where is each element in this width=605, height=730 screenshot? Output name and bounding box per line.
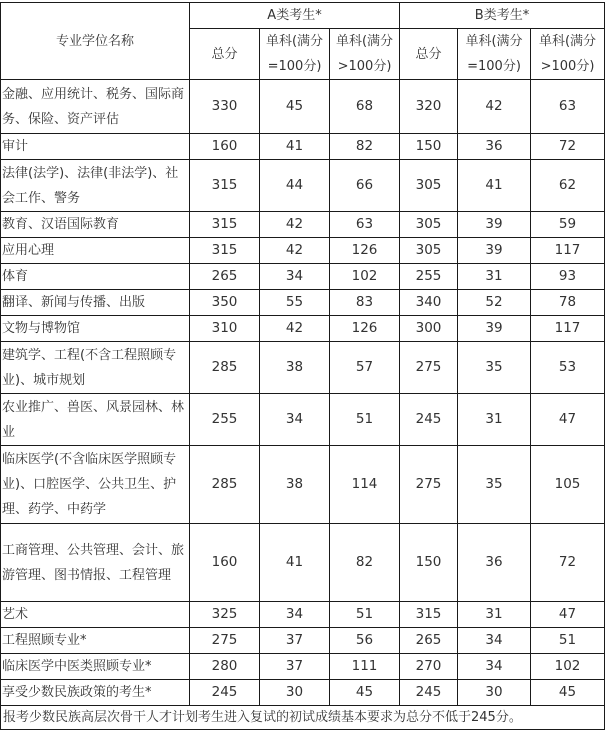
a-single-100: 38 <box>260 342 330 394</box>
table-row <box>1 524 605 602</box>
b-total: 340 <box>400 290 458 316</box>
a-single-gt100: 45 <box>330 680 400 706</box>
a-total: 160 <box>190 134 260 160</box>
a-single-100: 55 <box>260 290 330 316</box>
a-total: 350 <box>190 290 260 316</box>
b-single-gt100: 105 <box>531 446 605 524</box>
a-single-gt100: 111 <box>330 654 400 680</box>
footnote: 报考少数民族高层次骨干人才计划考生进入复试的初试成绩基本要求为总分不低于245分。 <box>1 706 605 730</box>
b-total: 305 <box>400 160 458 212</box>
b-single-100: 36 <box>458 524 531 602</box>
a-total: 160 <box>190 524 260 602</box>
header-group-b: B类考生* <box>400 3 605 29</box>
b-single-100: 52 <box>458 290 531 316</box>
b-single-100: 34 <box>458 628 531 654</box>
major-name: 应用心理 <box>1 238 190 264</box>
a-single-gt100: 82 <box>330 134 400 160</box>
major-name: 文物与博物馆 <box>1 316 190 342</box>
table-row <box>1 238 605 264</box>
b-single-100: 36 <box>458 134 531 160</box>
b-single-gt100: 59 <box>531 212 605 238</box>
major-name: 法律(法学)、法律(非法学)、社会工作、警务 <box>1 160 190 212</box>
b-single-gt100: 78 <box>531 290 605 316</box>
a-single-gt100: 57 <box>330 342 400 394</box>
b-total: 300 <box>400 316 458 342</box>
major-name: 享受少数民族政策的考生* <box>1 680 190 706</box>
a-single-gt100: 63 <box>330 212 400 238</box>
b-total: 315 <box>400 602 458 628</box>
a-single-100: 34 <box>260 602 330 628</box>
b-total: 255 <box>400 264 458 290</box>
table-row <box>1 654 605 680</box>
major-name: 农业推广、兽医、风景园林、林业 <box>1 394 190 446</box>
header-b-total: 总分 <box>400 29 458 80</box>
b-single-gt100: 63 <box>531 80 605 134</box>
b-single-gt100: 51 <box>531 628 605 654</box>
major-name: 翻译、新闻与传播、出版 <box>1 290 190 316</box>
a-single-100: 37 <box>260 654 330 680</box>
a-total: 285 <box>190 342 260 394</box>
header-row-groups <box>1 3 605 29</box>
a-single-100: 41 <box>260 134 330 160</box>
score-table <box>0 2 605 730</box>
a-total: 315 <box>190 212 260 238</box>
b-single-100: 31 <box>458 602 531 628</box>
header-b-single-100: 单科(满分=100分) <box>458 29 531 80</box>
table-row <box>1 290 605 316</box>
major-name: 金融、应用统计、税务、国际商务、保险、资产评估 <box>1 80 190 134</box>
a-total: 330 <box>190 80 260 134</box>
a-single-100: 37 <box>260 628 330 654</box>
a-total: 315 <box>190 160 260 212</box>
table-row <box>1 212 605 238</box>
b-total: 320 <box>400 80 458 134</box>
a-total: 245 <box>190 680 260 706</box>
b-single-gt100: 102 <box>531 654 605 680</box>
b-total: 150 <box>400 134 458 160</box>
major-name: 工程照顾专业* <box>1 628 190 654</box>
b-single-100: 30 <box>458 680 531 706</box>
a-single-100: 34 <box>260 394 330 446</box>
b-single-gt100: 72 <box>531 134 605 160</box>
major-name: 教育、汉语国际教育 <box>1 212 190 238</box>
b-total: 270 <box>400 654 458 680</box>
b-single-100: 42 <box>458 80 531 134</box>
b-single-100: 31 <box>458 394 531 446</box>
table-row <box>1 394 605 446</box>
header-group-a: A类考生* <box>190 3 400 29</box>
table-row <box>1 316 605 342</box>
b-total: 245 <box>400 394 458 446</box>
header-a-total: 总分 <box>190 29 260 80</box>
b-single-gt100: 117 <box>531 238 605 264</box>
a-single-gt100: 56 <box>330 628 400 654</box>
b-single-100: 31 <box>458 264 531 290</box>
b-single-100: 39 <box>458 212 531 238</box>
b-single-gt100: 62 <box>531 160 605 212</box>
a-single-gt100: 66 <box>330 160 400 212</box>
b-single-100: 41 <box>458 160 531 212</box>
major-name: 建筑学、工程(不含工程照顾专业)、城市规划 <box>1 342 190 394</box>
b-single-100: 39 <box>458 316 531 342</box>
table-row <box>1 680 605 706</box>
a-single-100: 45 <box>260 80 330 134</box>
a-single-100: 42 <box>260 316 330 342</box>
major-name: 临床医学中医类照顾专业* <box>1 654 190 680</box>
b-total: 305 <box>400 212 458 238</box>
a-single-gt100: 51 <box>330 602 400 628</box>
b-single-gt100: 93 <box>531 264 605 290</box>
a-single-100: 38 <box>260 446 330 524</box>
header-b-single-gt100: 单科(满分>100分) <box>531 29 605 80</box>
a-total: 265 <box>190 264 260 290</box>
table-row <box>1 628 605 654</box>
major-name: 艺术 <box>1 602 190 628</box>
a-single-100: 30 <box>260 680 330 706</box>
a-single-gt100: 114 <box>330 446 400 524</box>
b-single-100: 39 <box>458 238 531 264</box>
header-a-single-100: 单科(满分=100分) <box>260 29 330 80</box>
b-total: 265 <box>400 628 458 654</box>
header-major-name: 专业学位名称 <box>1 3 190 80</box>
b-single-gt100: 45 <box>531 680 605 706</box>
table-row <box>1 342 605 394</box>
a-single-gt100: 51 <box>330 394 400 446</box>
major-name: 工商管理、公共管理、会计、旅游管理、图书情报、工程管理 <box>1 524 190 602</box>
a-total: 315 <box>190 238 260 264</box>
table-row <box>1 602 605 628</box>
a-single-gt100: 83 <box>330 290 400 316</box>
a-single-100: 44 <box>260 160 330 212</box>
b-single-gt100: 117 <box>531 316 605 342</box>
a-single-gt100: 68 <box>330 80 400 134</box>
b-total: 275 <box>400 446 458 524</box>
table-row <box>1 80 605 134</box>
b-single-100: 34 <box>458 654 531 680</box>
table-row <box>1 446 605 524</box>
major-name: 体育 <box>1 264 190 290</box>
a-total: 275 <box>190 628 260 654</box>
table-row <box>1 264 605 290</box>
a-total: 325 <box>190 602 260 628</box>
footnote-row <box>1 706 605 730</box>
table-row <box>1 160 605 212</box>
table-row <box>1 134 605 160</box>
a-total: 255 <box>190 394 260 446</box>
a-total: 285 <box>190 446 260 524</box>
a-single-gt100: 102 <box>330 264 400 290</box>
a-single-100: 34 <box>260 264 330 290</box>
b-single-gt100: 47 <box>531 394 605 446</box>
a-single-gt100: 126 <box>330 238 400 264</box>
b-single-100: 35 <box>458 342 531 394</box>
b-single-gt100: 72 <box>531 524 605 602</box>
b-single-gt100: 47 <box>531 602 605 628</box>
major-name: 审计 <box>1 134 190 160</box>
a-single-100: 42 <box>260 238 330 264</box>
b-single-gt100: 53 <box>531 342 605 394</box>
b-total: 245 <box>400 680 458 706</box>
major-name: 临床医学(不含临床医学照顾专业)、口腔医学、公共卫生、护理、药学、中药学 <box>1 446 190 524</box>
b-total: 150 <box>400 524 458 602</box>
b-total: 305 <box>400 238 458 264</box>
header-a-single-gt100: 单科(满分>100分) <box>330 29 400 80</box>
b-single-100: 35 <box>458 446 531 524</box>
a-total: 280 <box>190 654 260 680</box>
a-single-gt100: 82 <box>330 524 400 602</box>
b-total: 275 <box>400 342 458 394</box>
a-single-100: 42 <box>260 212 330 238</box>
a-total: 310 <box>190 316 260 342</box>
a-single-100: 41 <box>260 524 330 602</box>
a-single-gt100: 126 <box>330 316 400 342</box>
